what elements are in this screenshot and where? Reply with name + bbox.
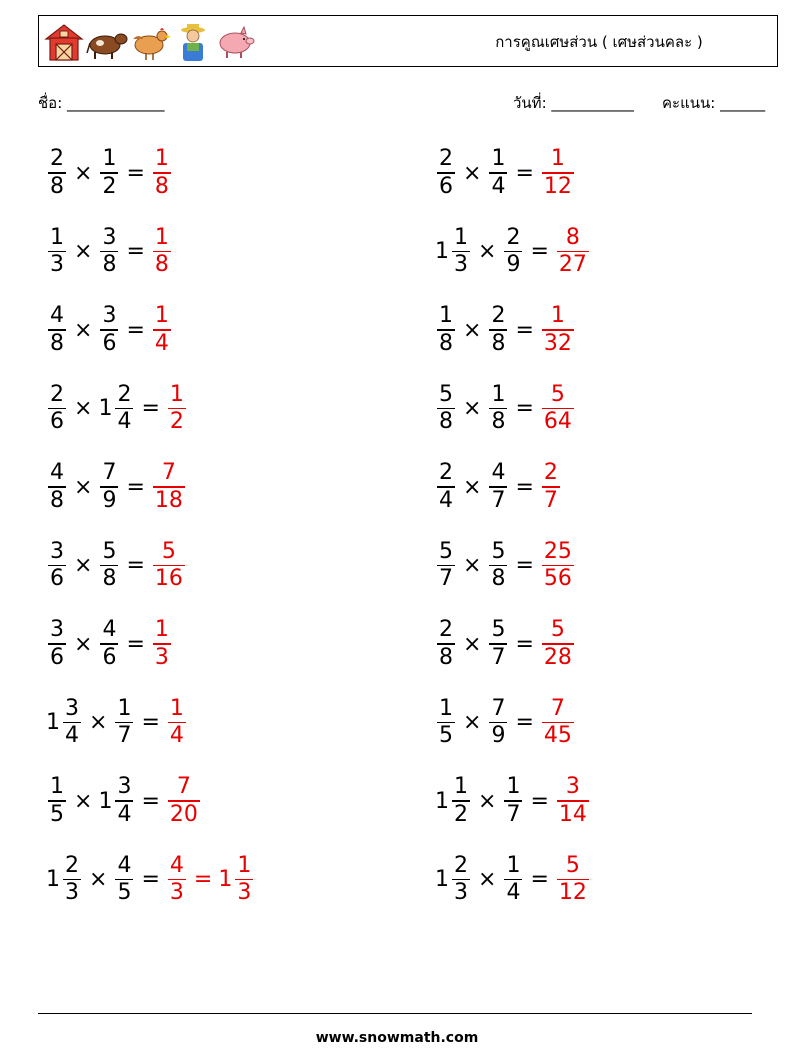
whole-number: 1 (98, 788, 113, 814)
answer (151, 146, 173, 200)
denominator: 8 (491, 330, 506, 356)
equals-sign: = (141, 788, 160, 814)
numerator: 1 (117, 695, 132, 721)
numerator: 2 (117, 381, 132, 407)
answer (151, 303, 173, 357)
denominator: 8 (491, 566, 506, 592)
numerator: 2 (439, 146, 453, 172)
denominator: 32 (543, 330, 572, 356)
numerator: 2 (543, 460, 558, 486)
fraction (48, 774, 66, 828)
problem-item (435, 221, 591, 283)
footer-divider (38, 1013, 752, 1014)
numerator: 7 (176, 774, 191, 800)
denominator: 9 (506, 252, 521, 278)
worksheet-title: การคูณเศษส่วน ( เศษส่วนคละ ) (495, 33, 703, 51)
answer (540, 146, 576, 200)
whole-number: 1 (218, 867, 233, 892)
answer (540, 617, 576, 671)
numerator: 1 (50, 774, 64, 800)
numerator: 7 (550, 695, 565, 721)
denominator: 3 (50, 252, 64, 278)
denominator: 7 (506, 801, 521, 827)
fraction (153, 146, 171, 200)
denominator: 64 (543, 409, 572, 435)
times-sign: × (89, 867, 108, 892)
answer (166, 696, 188, 750)
times-sign: × (74, 474, 93, 500)
numerator: 25 (543, 538, 572, 564)
denominator: 6 (50, 566, 64, 592)
denominator: 4 (169, 723, 184, 749)
numerator: 2 (454, 852, 468, 878)
equals-sign: = (515, 160, 534, 186)
score-field: คะแนน: ______ (662, 94, 766, 112)
fraction (489, 146, 507, 200)
numerator: 4 (50, 460, 64, 486)
numerator: 2 (50, 146, 64, 172)
denominator: 5 (117, 880, 132, 906)
whole-number: 1 (46, 867, 60, 892)
fraction (542, 617, 574, 671)
numerator: 2 (439, 617, 453, 643)
denominator: 45 (543, 723, 572, 749)
equals-sign: = (515, 553, 534, 578)
denominator: 6 (50, 644, 64, 670)
denominator: 8 (439, 330, 453, 356)
whole-number: 1 (435, 788, 449, 814)
numerator: 3 (50, 538, 64, 564)
equals-sign: = (515, 710, 534, 735)
answer (151, 460, 187, 514)
equals-sign: = (515, 396, 534, 421)
denominator: 6 (102, 644, 117, 670)
numerator: 8 (565, 224, 580, 250)
problem-item (435, 299, 576, 361)
problem-item (46, 535, 187, 597)
denominator: 8 (491, 409, 506, 435)
numerator: 4 (50, 303, 64, 329)
times-sign: × (463, 396, 482, 421)
fraction (168, 382, 186, 436)
denominator: 8 (50, 173, 64, 199)
problem-item (46, 770, 202, 832)
fraction (452, 774, 470, 828)
numerator: 5 (491, 538, 506, 564)
denominator: 9 (102, 487, 117, 513)
numerator: 1 (237, 852, 252, 878)
denominator: 2 (169, 409, 184, 435)
fraction (504, 853, 522, 907)
denominator: 3 (454, 880, 468, 906)
name-field: ชื่อ: _____________ (38, 94, 165, 112)
fraction (48, 146, 66, 200)
denominator: 7 (491, 487, 506, 513)
numerator: 1 (506, 774, 521, 800)
numerator: 1 (491, 146, 506, 172)
numerator: 4 (169, 852, 184, 878)
fraction (48, 303, 66, 357)
fraction (153, 460, 185, 514)
fraction (557, 853, 589, 907)
times-sign: × (74, 317, 93, 343)
fraction (557, 225, 589, 279)
denominator: 3 (154, 644, 169, 670)
denominator: 8 (439, 644, 453, 670)
fraction (168, 696, 186, 750)
numerator: 3 (117, 774, 132, 800)
times-sign: × (74, 160, 93, 186)
fraction (100, 460, 118, 514)
fraction (115, 853, 133, 907)
fraction (153, 225, 171, 279)
equals-sign: = (530, 239, 549, 264)
denominator: 3 (454, 252, 468, 278)
numerator: 4 (117, 852, 132, 878)
problem-item (46, 142, 173, 204)
numerator: 3 (102, 224, 117, 250)
numerator: 1 (169, 695, 184, 721)
times-sign: × (463, 160, 482, 186)
answer (166, 382, 188, 436)
fraction (63, 853, 81, 907)
numerator: 1 (154, 224, 169, 250)
answer (166, 853, 255, 907)
numerator: 1 (169, 381, 184, 407)
denominator: 8 (154, 173, 169, 199)
numerator: 5 (439, 538, 453, 564)
times-sign: × (478, 867, 497, 892)
problem-item (46, 456, 187, 518)
denominator: 12 (558, 880, 587, 906)
times-sign: × (463, 710, 482, 735)
problem-item (46, 378, 188, 440)
denominator: 8 (102, 252, 117, 278)
fraction (542, 303, 574, 357)
problem-item (435, 613, 576, 675)
times-sign: × (463, 317, 482, 343)
denominator: 8 (50, 487, 64, 513)
fraction (437, 460, 455, 514)
fraction (437, 539, 455, 593)
fraction (504, 774, 522, 828)
fraction (48, 225, 66, 279)
denominator: 4 (154, 330, 169, 356)
fraction (437, 617, 455, 671)
denominator: 6 (102, 330, 117, 356)
answer (555, 853, 591, 907)
denominator: 12 (543, 173, 572, 199)
numerator: 1 (439, 303, 453, 329)
numerator: 1 (550, 146, 565, 172)
answer (540, 382, 576, 436)
denominator: 8 (102, 566, 117, 592)
numerator: 1 (154, 303, 169, 329)
denominator: 4 (506, 880, 521, 906)
numerator: 4 (102, 617, 117, 643)
numerator: 3 (565, 774, 580, 800)
answer (166, 774, 202, 828)
fraction (48, 382, 66, 436)
equals-sign: = (515, 317, 534, 343)
denominator: 28 (543, 644, 572, 670)
numerator: 1 (550, 303, 565, 329)
denominator: 3 (237, 880, 252, 906)
fraction (489, 382, 507, 436)
times-sign: × (74, 631, 93, 657)
whole-number: 1 (435, 867, 449, 892)
fraction (115, 382, 133, 436)
problem-item (435, 849, 591, 911)
fraction (557, 774, 589, 828)
numerator: 1 (154, 617, 169, 643)
equals-sign: = (141, 867, 160, 892)
answer (540, 303, 576, 357)
equals-sign: = (126, 239, 145, 264)
numerator: 2 (439, 460, 453, 486)
times-sign: × (74, 788, 93, 814)
fraction (100, 617, 118, 671)
denominator: 16 (154, 566, 183, 592)
times-sign: × (463, 474, 482, 500)
fraction (168, 774, 200, 828)
problem-item (46, 299, 173, 361)
equals-sign: = (515, 631, 534, 657)
numerator: 5 (161, 538, 176, 564)
numerator: 5 (439, 381, 453, 407)
denominator: 4 (117, 801, 132, 827)
answer (540, 539, 576, 593)
equals-sign: = (126, 631, 145, 657)
numerator: 5 (565, 852, 580, 878)
denominator: 8 (154, 252, 169, 278)
fraction (542, 460, 560, 514)
problem-item (435, 142, 576, 204)
times-sign: × (74, 239, 93, 264)
answer (540, 460, 562, 514)
fraction (115, 696, 133, 750)
numerator: 1 (454, 774, 468, 800)
numerator: 5 (491, 617, 506, 643)
denominator: 5 (439, 723, 453, 749)
equals-sign: = (193, 867, 213, 892)
fraction (100, 303, 118, 357)
numerator: 3 (50, 617, 64, 643)
fraction (153, 539, 185, 593)
header-box (38, 15, 778, 67)
equals-sign: = (126, 474, 145, 500)
numerator: 1 (50, 224, 64, 250)
equals-sign: = (530, 788, 549, 814)
problem-item (435, 770, 591, 832)
denominator: 6 (50, 409, 64, 435)
denominator: 2 (102, 173, 117, 199)
fraction (504, 225, 522, 279)
numerator: 2 (65, 852, 79, 878)
fraction (437, 382, 455, 436)
equals-sign: = (126, 317, 145, 343)
numerator: 1 (439, 695, 453, 721)
numerator: 3 (102, 303, 117, 329)
denominator: 8 (439, 409, 453, 435)
numerator: 1 (102, 146, 117, 172)
denominator: 4 (439, 487, 453, 513)
answer (555, 774, 591, 828)
cow-icon (85, 21, 129, 63)
denominator: 4 (491, 173, 506, 199)
numerator: 3 (65, 695, 79, 721)
numerator: 1 (454, 224, 468, 250)
fraction (452, 225, 470, 279)
pig-icon (213, 21, 259, 63)
barn-icon (43, 21, 85, 63)
numerator: 7 (491, 695, 506, 721)
denominator: 4 (117, 409, 132, 435)
numerator: 1 (154, 146, 169, 172)
date-field: วันที่: ___________ (513, 94, 634, 112)
equals-sign: = (126, 553, 145, 578)
fraction (100, 539, 118, 593)
fraction (63, 696, 81, 750)
fraction (542, 382, 574, 436)
answer (540, 696, 576, 750)
numerator: 2 (506, 224, 521, 250)
fraction (452, 853, 470, 907)
fraction (48, 617, 66, 671)
denominator: 7 (439, 566, 453, 592)
denominator: 3 (65, 880, 79, 906)
fraction (100, 146, 118, 200)
denominator: 2 (454, 801, 468, 827)
denominator: 18 (154, 487, 183, 513)
times-sign: × (463, 631, 482, 657)
denominator: 20 (169, 801, 198, 827)
answer (151, 539, 187, 593)
numerator: 7 (102, 460, 117, 486)
times-sign: × (478, 788, 497, 814)
denominator: 7 (491, 644, 506, 670)
problem-item (435, 692, 576, 754)
denominator: 27 (558, 252, 587, 278)
answer (151, 617, 173, 671)
numerator: 5 (550, 381, 565, 407)
denominator: 7 (117, 723, 132, 749)
answer (151, 225, 173, 279)
equals-sign: = (141, 396, 160, 421)
problem-item (435, 378, 576, 440)
denominator: 56 (543, 566, 572, 592)
times-sign: × (74, 553, 93, 578)
footer-url: www.snowmath.com (315, 1030, 479, 1046)
problem-item (46, 221, 173, 283)
numerator: 1 (506, 852, 521, 878)
answer (555, 225, 591, 279)
numerator: 2 (50, 381, 64, 407)
fraction (235, 853, 253, 907)
denominator: 14 (558, 801, 587, 827)
problem-item (435, 456, 562, 518)
times-sign: × (89, 710, 108, 735)
fraction (100, 225, 118, 279)
problem-item (46, 849, 255, 911)
denominator: 6 (439, 173, 453, 199)
numerator: 5 (550, 617, 565, 643)
whole-number: 1 (98, 396, 113, 421)
fraction (437, 696, 455, 750)
numerator: 4 (491, 460, 506, 486)
denominator: 8 (50, 330, 64, 356)
fraction (153, 303, 171, 357)
denominator: 9 (491, 723, 506, 749)
denominator: 3 (169, 880, 184, 906)
times-sign: × (478, 239, 497, 264)
denominator: 5 (50, 801, 64, 827)
fraction (489, 303, 507, 357)
header-icons (43, 21, 259, 63)
fraction (489, 460, 507, 514)
numerator: 7 (161, 460, 176, 486)
fraction (48, 460, 66, 514)
numerator: 1 (491, 381, 506, 407)
equals-sign: = (126, 160, 145, 186)
fraction (437, 303, 455, 357)
equals-sign: = (141, 710, 160, 735)
fraction (542, 539, 574, 593)
fraction (48, 539, 66, 593)
numerator: 5 (102, 538, 117, 564)
whole-number: 1 (46, 710, 60, 735)
denominator: 7 (543, 487, 558, 513)
denominator: 4 (65, 723, 79, 749)
problem-item (46, 613, 173, 675)
times-sign: × (74, 396, 93, 421)
fraction (542, 146, 574, 200)
equals-sign: = (515, 474, 534, 500)
times-sign: × (463, 553, 482, 578)
fraction (489, 617, 507, 671)
problem-item (435, 535, 576, 597)
fraction (153, 617, 171, 671)
hen-icon (129, 21, 173, 63)
fraction (489, 539, 507, 593)
fraction (542, 696, 574, 750)
equals-sign: = (530, 867, 549, 892)
fraction (168, 853, 186, 907)
numerator: 2 (491, 303, 506, 329)
fraction (115, 774, 133, 828)
problem-item (46, 692, 188, 754)
farmer-icon (173, 21, 213, 63)
fraction (437, 146, 455, 200)
fraction (489, 696, 507, 750)
whole-number: 1 (435, 239, 449, 264)
